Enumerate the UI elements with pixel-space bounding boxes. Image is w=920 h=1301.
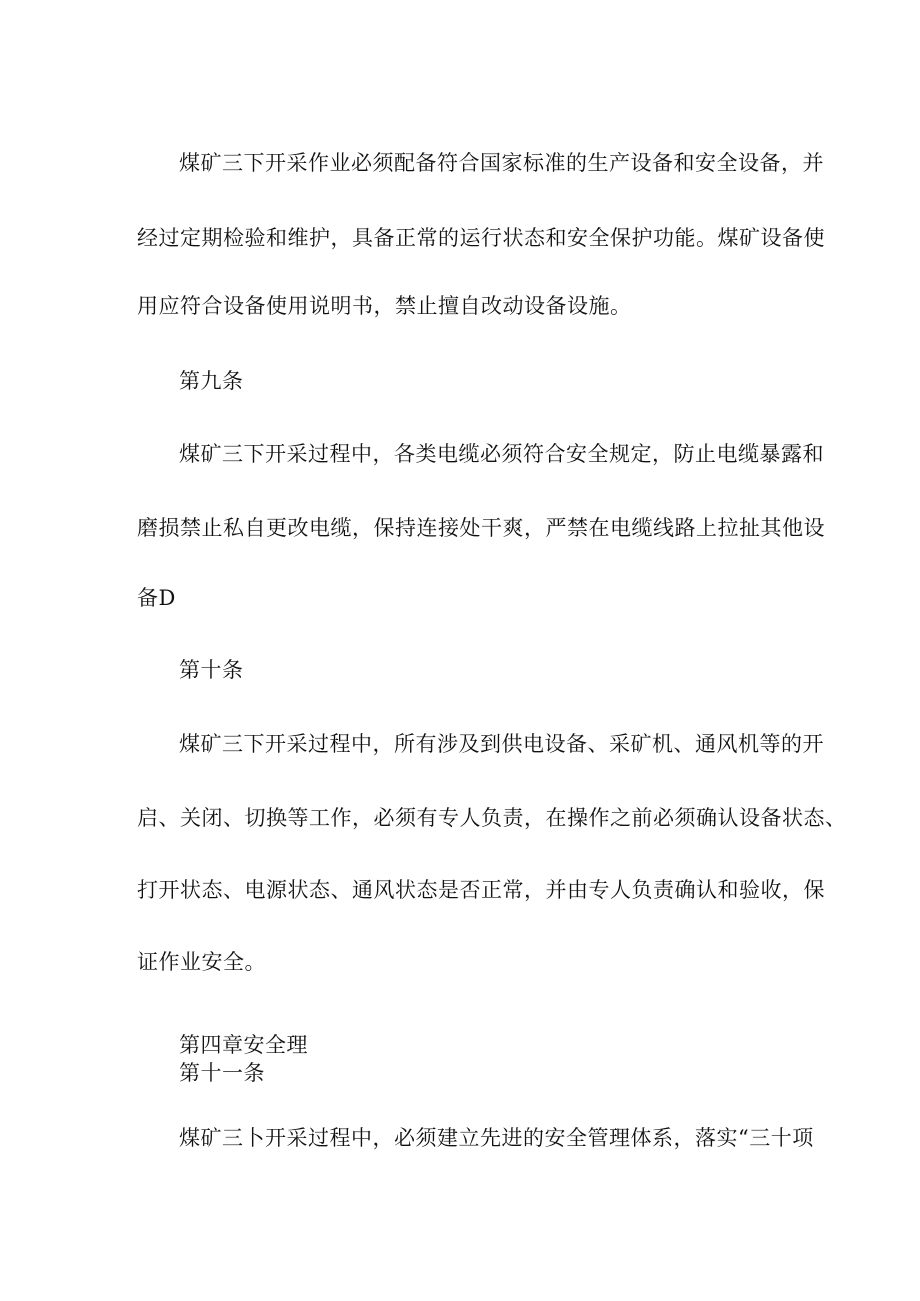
chapter-4-heading: 第四章安全理 xyxy=(179,1033,308,1057)
paragraph-equipment-line-1: 煤矿三下开采作业必须配备符合国家标准的生产设备和安全设备，并 xyxy=(179,151,824,175)
article-10-line-3: 打开状态、电源状态、通风状态是否正常，并由专人负责确认和验收，保 xyxy=(137,878,825,902)
article-10-line-4: 证作业安全。 xyxy=(137,950,266,974)
article-11-line-1: 煤矿三卜开采过程中，必须建立先进的安全管理体系，落实“三十项 xyxy=(179,1126,814,1150)
article-10-line-1: 煤矿三下开采过程中，所有涉及到供电设备、采矿机、通风机等的开 xyxy=(179,732,824,756)
article-9-line-1: 煤矿三下开采过程中，各类电缆必须符合安全规定，防止电缆暴露和 xyxy=(179,442,824,466)
article-11-heading: 第十一条 xyxy=(179,1061,265,1085)
article-9-line-3: 备D xyxy=(137,586,176,610)
paragraph-equipment-line-2: 经过定期检验和维护，具备正常的运行状态和安全保护功能。煤矿设备使 xyxy=(137,226,825,250)
paragraph-equipment-line-3: 用应符合设备使用说明书，禁止擅自改动设备设施。 xyxy=(137,294,632,318)
article-9-line-2: 磨损禁止私自更改电缆，保持连接处干爽，严禁在电缆线路上拉扯其他设 xyxy=(137,516,825,540)
article-10-line-2: 启、关闭、切换等工作，必须有专人负责，在操作之前必须确认设备状态、 xyxy=(137,806,847,830)
article-10-heading: 第十条 xyxy=(179,658,244,682)
article-9-heading: 第九条 xyxy=(179,369,244,393)
